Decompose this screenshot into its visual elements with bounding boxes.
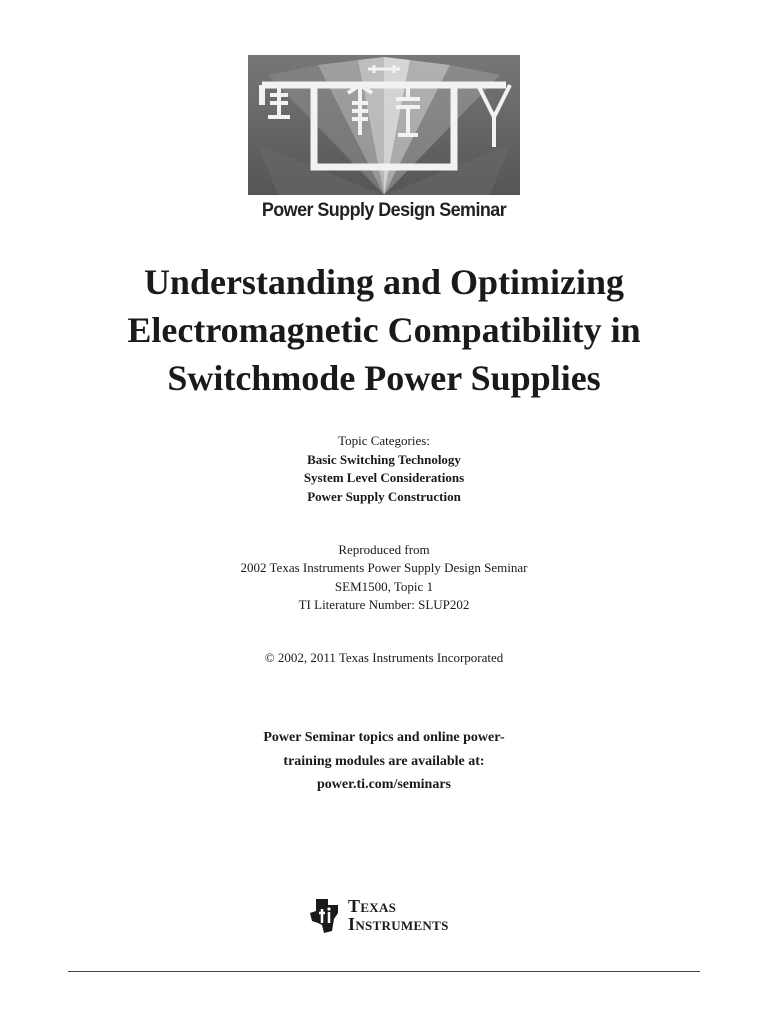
document-title xyxy=(0,258,768,402)
copyright-notice: © 2002, 2011 Texas Instruments Incorporated xyxy=(264,650,504,665)
topic-categories xyxy=(0,432,768,506)
ti-logo-line1: EXAS xyxy=(360,900,397,915)
reproduction-line: 2002 Texas Instruments Power Supply Design Seminar xyxy=(240,560,528,576)
online-line: Power Seminar topics and online power- xyxy=(263,730,505,745)
seminars-link[interactable]: power.ti.com/seminars xyxy=(316,777,452,792)
title-line: Understanding and Optimizing xyxy=(143,262,625,302)
online-resources xyxy=(0,726,768,797)
reproduction-line: TI Literature Number: SLUP202 xyxy=(298,596,470,612)
reproduction-info xyxy=(0,541,768,614)
topic-category: Basic Switching Technology xyxy=(307,451,461,467)
topic-categories-label: Topic Categories: xyxy=(338,433,430,448)
texas-instruments-logo: TEXAS INSTRUMENTS xyxy=(308,896,449,936)
reproduction-line: SEM1500, Topic 1 xyxy=(334,578,434,594)
reproduction-line: Reproduced from xyxy=(338,542,430,557)
circuit-art-logo xyxy=(248,55,520,195)
seminar-caption: Power Supply Design Seminar xyxy=(261,199,507,221)
title-line: Electromagnetic Compatibility in xyxy=(127,310,641,350)
title-line: Switchmode Power Supplies xyxy=(167,358,601,398)
ti-bug-icon xyxy=(308,897,342,935)
seminar-logo xyxy=(248,55,520,195)
online-line: training modules are available at: xyxy=(283,753,485,769)
footer-divider xyxy=(68,971,700,972)
ti-logo-line2: NSTRUMENTS xyxy=(355,918,449,933)
topic-category: System Level Considerations xyxy=(303,470,465,485)
topic-category: Power Supply Construction xyxy=(307,488,461,504)
